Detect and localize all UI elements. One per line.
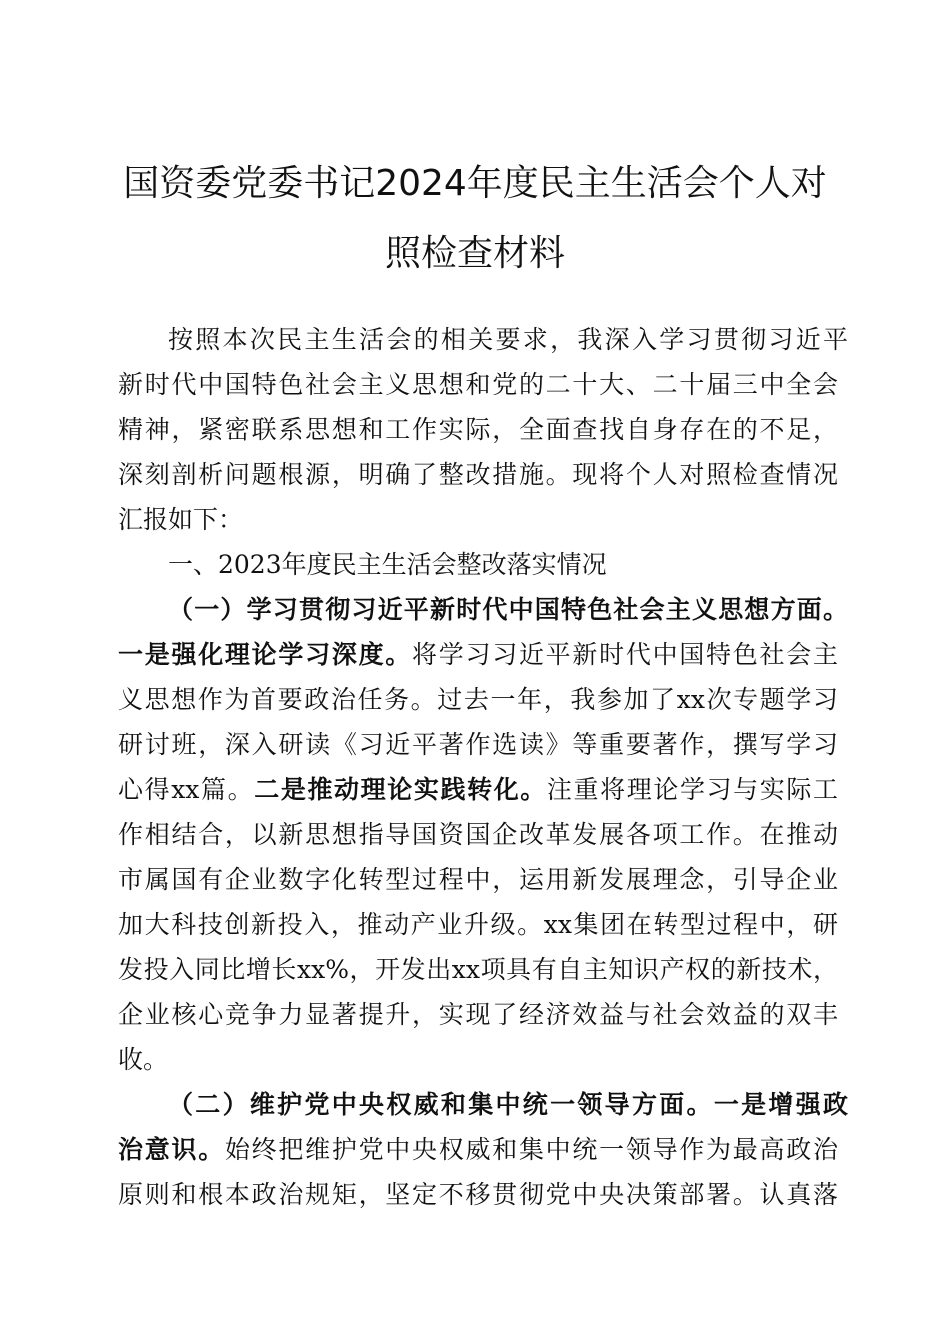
item-1-line-1-text: 将学习习近平新时代中国特色社会主	[412, 640, 838, 669]
item-1-point-2-label: 二是推动理论实践转化。	[254, 775, 547, 804]
item-1-point-1-label: 一是强化理论学习深度。	[118, 640, 413, 669]
item-1-line-10: 收。	[118, 1045, 169, 1074]
intro-line-4: 深刻剖析问题根源，明确了整改措施。现将个人对照检查情况	[118, 460, 838, 489]
item-1-line-5: 作相结合，以新思想指导国资国企改革发展各项工作。在推动	[118, 820, 838, 849]
item-1-line-2: 义思想作为首要政治任务。过去一年，我参加了xx次专题学习	[118, 685, 838, 714]
item-1-line-4-rest: 注重将理论学习与实际工	[546, 775, 838, 804]
document-title-line-1: 国资委党委书记2024年度民主生活会个人对	[123, 163, 827, 204]
item-1-line-4	[118, 773, 838, 807]
item-1-line-6: 市属国有企业数字化转型过程中，运用新发展理念，引导企业	[118, 865, 838, 894]
intro-line-3: 精神，紧密联系思想和工作实际，全面查找自身存在的不足，	[118, 415, 838, 444]
item-1-heading: （一）学习贯彻习近平新时代中国特色社会主义思想方面。	[168, 595, 848, 624]
item-1-line-3: 研讨班，深入研读《习近平著作选读》等重要著作，撰写学习	[118, 730, 838, 759]
document-title-line-2: 照检查材料	[384, 233, 565, 274]
section-1-heading: 一、2023年度民主生活会整改落实情况	[168, 550, 607, 579]
item-1-line-1	[118, 638, 838, 672]
intro-line-2: 新时代中国特色社会主义思想和党的二十大、二十届三中全会	[118, 370, 838, 399]
item-2-line-1-text: 始终把维护党中央权威和集中统一领导作为最高政治	[224, 1135, 838, 1164]
item-1-line-9: 企业核心竞争力显著提升，实现了经济效益与社会效益的双丰	[118, 1000, 838, 1029]
intro-line-5: 汇报如下：	[118, 505, 244, 534]
item-1-line-7: 加大科技创新投入，推动产业升级。xx集团在转型过程中，研	[118, 910, 838, 939]
item-1-line-4-start: 心得xx篇。	[118, 775, 255, 804]
item-2-line-2: 原则和根本政治规矩，坚定不移贯彻党中央决策部署。认真落	[118, 1180, 838, 1209]
item-1-line-8: 发投入同比增长xx%，开发出xx项具有自主知识产权的新技术，	[118, 955, 838, 984]
item-2-line-1	[118, 1133, 838, 1167]
item-2-heading-cont: 治意识。	[118, 1135, 225, 1164]
intro-line-1: 按照本次民主生活会的相关要求，我深入学习贯彻习近平	[168, 325, 848, 354]
item-2-heading: （二）维护党中央权威和集中统一领导方面。一是增强政	[168, 1090, 848, 1119]
